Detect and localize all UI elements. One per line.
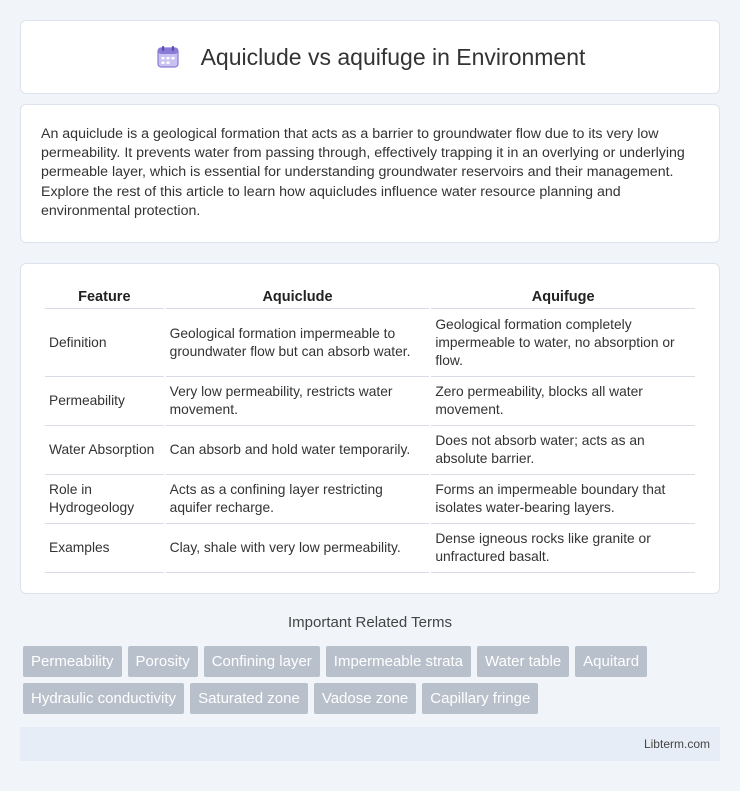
intro-card	[20, 104, 720, 243]
table-row	[45, 524, 695, 573]
table-header-row	[45, 282, 695, 309]
cell-aquifuge: Dense igneous rocks like granite or unfractured basalt.	[431, 524, 695, 573]
related-term-tag[interactable]: Confining layer	[204, 646, 320, 677]
table-row	[45, 426, 695, 475]
comparison-table	[43, 282, 697, 573]
cell-aquifuge: Forms an impermeable boundary that isolates water-bearing layers.	[431, 475, 695, 524]
cell-aquiclude: Acts as a confining layer restricting aquifer recharge.	[166, 475, 430, 524]
related-term-tag[interactable]: Capillary fringe	[422, 683, 538, 714]
cell-feature: Water Absorption	[45, 426, 164, 475]
related-term-tag[interactable]: Porosity	[128, 646, 198, 677]
header-feature: Feature	[45, 282, 164, 309]
cell-aquiclude: Very low permeability, restricts water movement.	[166, 377, 430, 426]
table-row	[45, 377, 695, 426]
cell-aquifuge: Zero permeability, blocks all water movement.	[431, 377, 695, 426]
related-term-tag[interactable]: Vadose zone	[314, 683, 416, 714]
related-term-tag[interactable]: Water table	[477, 646, 569, 677]
cell-aquifuge: Geological formation completely impermeable to water, no absorption or flow.	[431, 309, 695, 377]
intro-text: An aquiclude is a geological formation that acts as a barrier to groundwater flow due to its very low permeability. It prevents water from passing through, effectively trapping it in an overlying or underlying permeable layer, which is essential for understanding groundwater reservoirs and their management. Explore the rest of this article to learn how aquicludes influence water resource planning and environmental protection.	[41, 126, 685, 219]
cell-feature: Examples	[45, 524, 164, 573]
related-term-tag[interactable]: Permeability	[23, 646, 122, 677]
cell-aquiclude: Geological formation impermeable to groundwater flow but can absorb water.	[166, 309, 430, 377]
footer-site-link[interactable]: Libterm.com	[643, 737, 710, 751]
related-term-tag[interactable]: Aquitard	[575, 646, 647, 677]
cell-feature: Permeability	[45, 377, 164, 426]
header-aquiclude: Aquiclude	[166, 282, 430, 309]
cell-aquiclude: Can absorb and hold water temporarily.	[166, 426, 430, 475]
header-aquifuge: Aquifuge	[431, 282, 695, 309]
calendar-icon	[155, 44, 181, 70]
table-row	[45, 475, 695, 524]
comparison-table-card	[20, 263, 720, 594]
related-term-tag[interactable]: Saturated zone	[190, 683, 308, 714]
cell-aquifuge: Does not absorb water; acts as an absolute barrier.	[431, 426, 695, 475]
page-title: Aquiclude vs aquifuge in Environment	[200, 43, 586, 70]
table-row	[45, 309, 695, 377]
related-term-tag[interactable]: Hydraulic conductivity	[23, 683, 184, 714]
related-terms-title: Important Related Terms	[288, 614, 452, 631]
header-card	[20, 20, 720, 94]
cell-aquiclude: Clay, shale with very low permeability.	[166, 524, 430, 573]
related-terms-list	[23, 646, 723, 714]
related-term-tag[interactable]: Impermeable strata	[326, 646, 471, 677]
cell-feature: Definition	[45, 309, 164, 377]
footer	[20, 727, 720, 761]
cell-feature: Role in Hydrogeology	[45, 475, 164, 524]
